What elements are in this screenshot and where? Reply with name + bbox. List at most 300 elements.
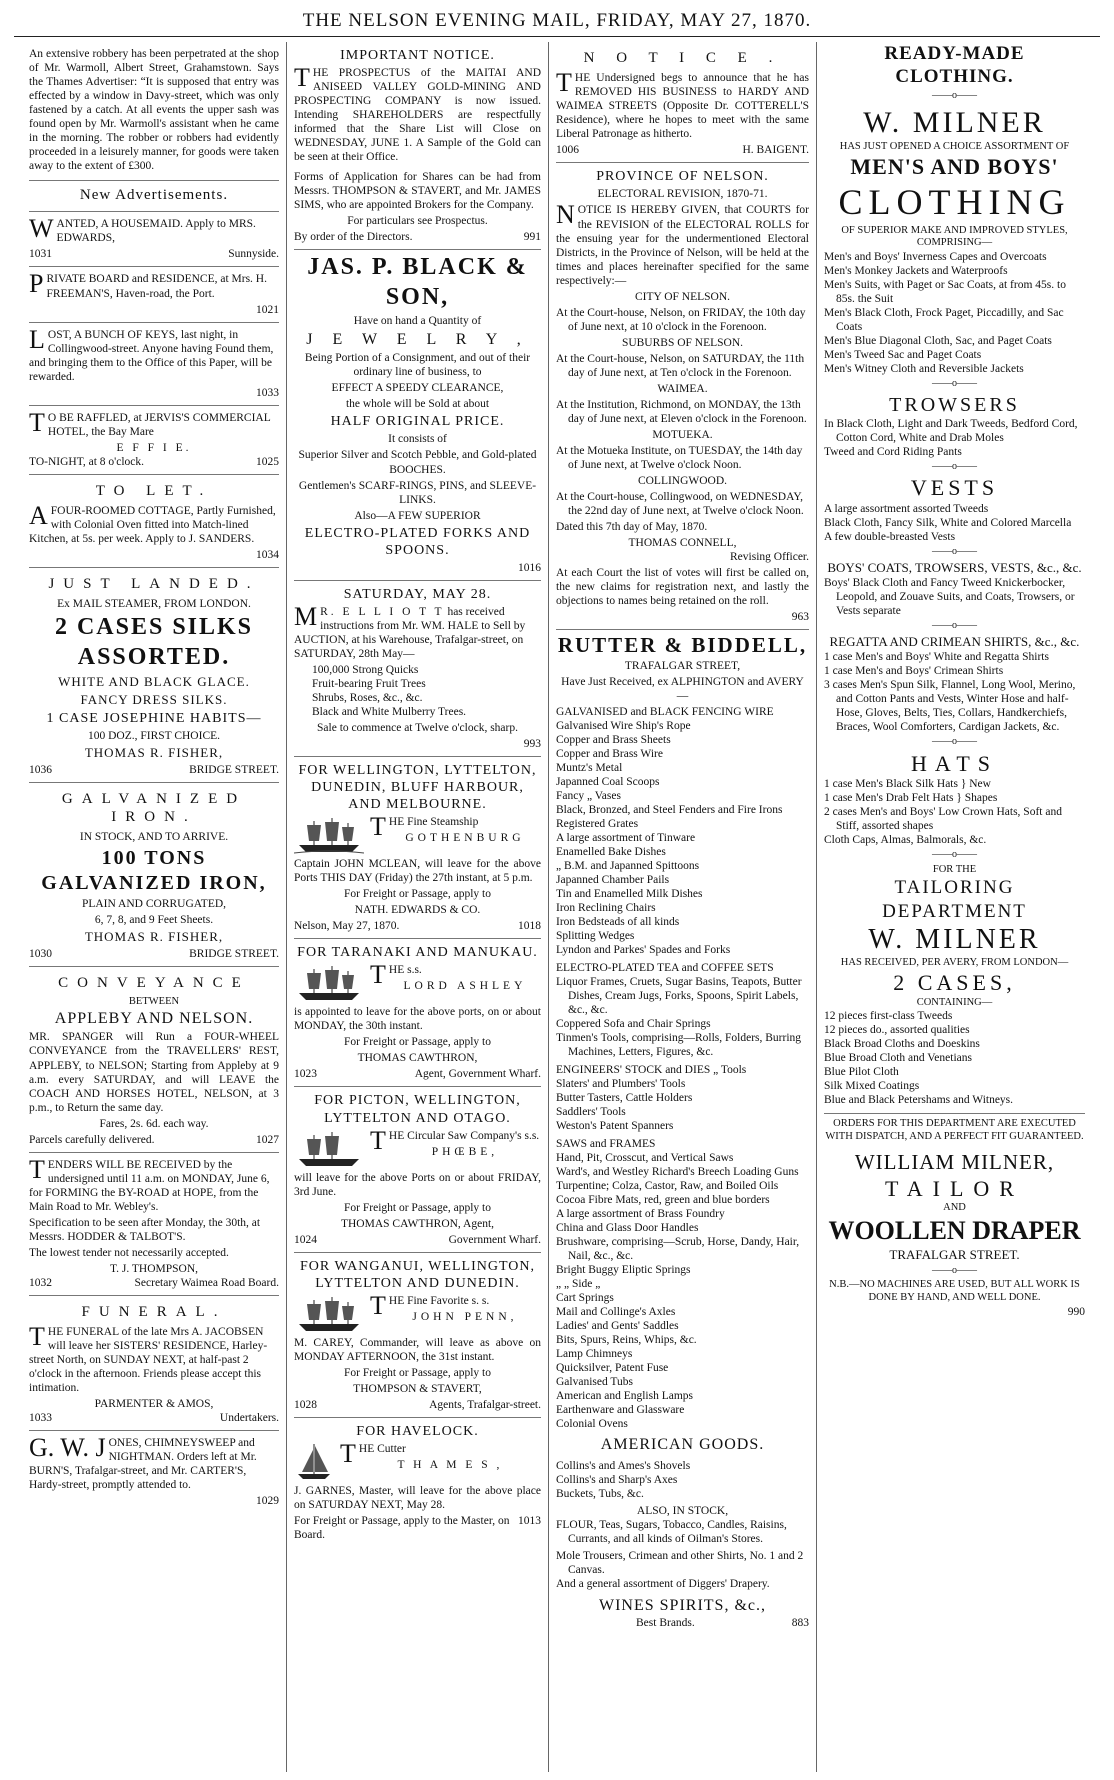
- regatta-heading: REGATTA AND CRIMEAN SHIRTS, &c., &c.: [829, 634, 1080, 650]
- ad-number: 1030: [29, 947, 52, 960]
- list-item: 3 cases Men's Spun Silk, Flannel, Long Wool, Merino, and Cotton Pants and Vests, Winter Hose and half-Hose, Gloves, Belts, Ties, Collars, Handkerchiefs, Braces, Wool Comforters, Cardigan Jackets, &c.: [824, 679, 1076, 734]
- list-item: In Black Cloth, Light and Dark Tweeds, Bedford Cord, Cotton Cord, White and Drab Moles: [824, 417, 1078, 444]
- ad-number: 1028: [294, 1398, 317, 1411]
- ashley-ship: LORD ASHLEY: [403, 980, 527, 993]
- blackson-consists: It consists of: [388, 433, 447, 446]
- ad-number: 1023: [294, 1068, 317, 1081]
- list-item: Bits, Spurs, Reins, Whips, &c.: [556, 1334, 697, 1347]
- blackson-half: HALF ORIGINAL PRICE.: [330, 414, 505, 430]
- thames-freight: For Freight or Passage, apply to the Master, on Board.: [294, 1515, 510, 1542]
- dropcap: L: [29, 324, 45, 354]
- ad-black-son: [294, 250, 541, 580]
- ship-icon: [294, 1294, 364, 1334]
- ad-number: 1034: [256, 549, 279, 562]
- rutter-received: Have Just Received, ex ALPHINGTON and AVERY—: [561, 675, 804, 702]
- auction-heading: SATURDAY, MAY 28.: [343, 586, 492, 602]
- list-item: Cloth Caps, Almas, Balmorals, &c.: [824, 834, 987, 847]
- divider: ——o——: [932, 849, 977, 861]
- list-item: A large assortment assorted Tweeds: [824, 503, 989, 516]
- ad-notice-baigent: [556, 42, 809, 163]
- convey-heading: CONVEYANCE: [58, 974, 250, 991]
- ad-wanted: [29, 212, 279, 267]
- convey-route: APPLEBY AND NELSON.: [54, 1009, 254, 1027]
- sweep-initials: G. W. J: [29, 1433, 106, 1463]
- vests-heading: VESTS: [910, 475, 999, 501]
- list-item: Iron Reclining Chairs: [556, 901, 656, 914]
- ad-number: 990: [1067, 1305, 1085, 1318]
- goth-intro: HE Fine Steamship: [388, 816, 479, 829]
- doz-line: 100 DOZ., FIRST CHOICE.: [87, 729, 221, 742]
- penn-agent: THOMPSON & STAVERT,: [353, 1382, 482, 1395]
- auction-text: has received instructions from Mr. WM. HALE to Sell by AUCTION, at his Warehouse, Trafalgar-street, on SATURDAY, 28th May—: [294, 605, 526, 660]
- blackson-have: Have on hand a Quantity of: [353, 314, 482, 327]
- list-item: Cart Springs: [556, 1292, 614, 1305]
- list-item: Japanned Chamber Pails: [556, 873, 670, 886]
- white-glace: WHITE AND BLACK GLACE.: [58, 673, 250, 689]
- funeral-who: PARMENTER & AMOS,: [94, 1398, 214, 1411]
- column-4: [817, 42, 1092, 1772]
- list-item: Registered Grates: [556, 817, 639, 830]
- ashley-text: is appointed to leave for the above ports, on or about MONDAY, the 30th instant.: [294, 1006, 541, 1033]
- dropcap: N: [556, 200, 575, 230]
- ad-tolet: [29, 475, 279, 568]
- dropcap: A: [29, 500, 48, 530]
- penn-heading: FOR WANGANUI, WELLINGTON, LYTTELTON AND DUNEDIN.: [300, 1258, 535, 1291]
- ad-number: 991: [523, 231, 541, 244]
- dropcap: W: [29, 214, 54, 244]
- list-item: Men's Black Cloth, Frock Paget, Piccadilly, and Sac Coats: [824, 307, 1064, 334]
- list-item: Copper and Brass Wire: [556, 747, 663, 760]
- list-item: Fruit-bearing Fruit Trees: [312, 677, 426, 690]
- ad-number: 1027: [256, 1133, 279, 1146]
- new-ads-heading: New Advertisements.: [79, 187, 229, 204]
- ad-rutter-biddell: [556, 630, 809, 1635]
- thames-heading: FOR HAVELOCK.: [356, 1423, 479, 1439]
- ashley-intro: HE s.s.: [388, 964, 422, 977]
- ad-number: 993: [523, 737, 541, 750]
- ad-gothenburg: [294, 757, 541, 939]
- ad-john-penn: [294, 1253, 541, 1418]
- board-text: RIVATE BOARD and RESIDENCE, at Mrs. H. FREEMAN'S, Haven-road, the Port.: [46, 273, 267, 300]
- notice-text: HE Undersigned begs to announce that he has REMOVED HIS BUSINESS to HARDY AND WAIMEA STREETS (Opposite Dr. COTTERELL'S Residence), where he hopes to meet with the same Liberal Patronage as hitherto.: [556, 72, 809, 141]
- lost-text: OST, A BUNCH OF KEYS, last night, in Collingwood-street. Anyone having Found them, and bringing them to the Office of this Paper, will be rewarded.: [29, 328, 274, 383]
- district-text: At the Motueka Institute, on TUESDAY, the 14th day of June next, at Twelve o'clock Noon.: [556, 444, 803, 471]
- list-item: Collins's and Ames's Shovels: [556, 1459, 691, 1472]
- ad-raffle: [29, 406, 279, 475]
- phoebe-heading: FOR PICTON, WELLINGTON, LYTTELTON AND OTAGO.: [314, 1093, 521, 1126]
- ad-number: 1018: [518, 920, 541, 933]
- list-item: A few double-breasted Vests: [824, 531, 956, 544]
- penn-title: Agents, Trafalgar-street.: [429, 1398, 541, 1411]
- robbery-text: An extensive robbery has been perpetrated at the shop of Mr. Warmoll, Albert Street, Grahamstown. Says the Thames Advertiser: “It is supposed that entry was effected by a window in Davy-street, which was only fastened by a catch. At all events the upper sash was found open by Mr. Warmoll's assistant when he came in the morning. The robber or robbers had evidently proceeded in a leisurely manner, for goods were taken away to the extent of £300.: [29, 48, 279, 173]
- ad-number: 1025: [256, 455, 279, 468]
- ad-phoebe: [294, 1087, 541, 1252]
- goth-text: Captain JOHN MCLEAN, will leave for the above Ports THIS DAY (Friday) the 27th instant, at 5 p.m.: [294, 858, 541, 885]
- ad-number: 1013: [518, 1515, 541, 1528]
- masthead: THE NELSON EVENING MAIL, FRIDAY, MAY 27, 1870.: [14, 10, 1100, 37]
- list-item: Cocoa Fibre Mats, red, green and blue borders: [556, 1194, 770, 1207]
- phoebe-agent: THOMAS CAWTHRON, Agent,: [340, 1217, 495, 1230]
- list-item: Mole Trousers, Crimean and other Shirts, No. 1 and 2 Canvas.: [556, 1549, 804, 1576]
- trowsers-heading: TROWSERS: [889, 393, 1020, 416]
- list-item: Mail and Collinge's Axles: [556, 1306, 676, 1319]
- electoral-districts: [556, 290, 809, 518]
- dropcap: T: [370, 960, 386, 990]
- dropcap: T: [556, 68, 572, 98]
- rutter-list-electro: [556, 961, 809, 1059]
- ad-lord-ashley: [294, 939, 541, 1087]
- notice-forms: Forms of Application for Shares can be had from Messrs. THOMPSON & STAVERT, and Mr. JAMES SIMS, who are appointed Brokers for the Company.: [294, 171, 541, 212]
- ad-thames: [294, 1418, 541, 1547]
- ashley-heading: FOR TARANAKI AND MANUKAU.: [297, 945, 538, 961]
- clothing-heading: CLOTHING: [838, 181, 1071, 222]
- blackson-sold: the whole will be Sold at about: [345, 398, 490, 411]
- list-item: Blue and Black Petershams and Witneys.: [824, 1094, 1014, 1107]
- blackson-jewelry: J E W E L R Y ,: [306, 330, 529, 348]
- ad-board: [29, 267, 279, 322]
- phoebe-intro: HE Circular Saw Company's s.s.: [388, 1129, 540, 1142]
- ad-auction: [294, 581, 541, 757]
- list-item: Butter Tasters, Cattle Holders: [556, 1092, 693, 1104]
- divider: ——o——: [932, 546, 977, 558]
- tolet-heading: TO LET.: [95, 482, 213, 499]
- phoebe-freight: For Freight or Passage, apply to: [344, 1201, 491, 1214]
- list-item: Weston's Patent Spanners: [556, 1120, 674, 1133]
- new-ads-heading-block: [29, 181, 279, 212]
- funeral-heading: FUNERAL.: [81, 1303, 227, 1320]
- convey-parcels: Parcels carefully delivered.: [29, 1133, 155, 1146]
- boys-heading: BOYS' COATS, TROWSERS, VESTS, &c., &c.: [827, 560, 1082, 576]
- milner-name-2: W. MILNER: [868, 923, 1041, 955]
- funeral-text: HE FUNERAL of the late Mrs A. JACOBSEN will leave her SISTERS' RESIDENCE, Harley-street North, on SUNDAY NEXT, at half-past 2 o'clock in the afternoon. Friends please accept this intimation.: [29, 1326, 268, 1395]
- district-name: COLLINGWOOD.: [637, 474, 728, 487]
- hats-heading: HATS: [910, 750, 998, 776]
- district-name: MOTUEKA.: [652, 428, 713, 441]
- list-item: 2 cases Men's and Boys' Low Crown Hats, Soft and Stiff, assorted shapes: [824, 806, 1062, 833]
- list-item: Hand, Pit, Crosscut, and Vertical Saws: [556, 1152, 734, 1165]
- electoral-dated: Dated this 7th day of May, 1870.: [556, 520, 708, 533]
- ship-icon: [294, 815, 364, 855]
- phoebe-text: will leave for the above Ports on or about FRIDAY, 3rd June.: [294, 1171, 541, 1198]
- district-text: At the Court-house, Nelson, on FRIDAY, the 10th day of June next, at 10 o'clock in the Forenoon.: [556, 306, 806, 333]
- list-item: American and English Lamps: [556, 1390, 694, 1403]
- nb-text: N.B.—NO MACHINES ARE USED, BUT ALL WORK IS DONE BY HAND, AND WELL DONE.: [829, 1279, 1080, 1303]
- dropcap: T: [370, 812, 386, 842]
- electoral-title: Revising Officer.: [730, 550, 809, 563]
- superior-make: OF SUPERIOR MAKE AND IMPROVED STYLES, COMPRISING—: [841, 224, 1068, 249]
- dropcap: T: [29, 1154, 45, 1184]
- list-item: And a general assortment of Diggers' Drapery.: [556, 1578, 770, 1591]
- ad-tenders: [29, 1153, 279, 1296]
- vests-list: [824, 502, 1085, 544]
- electoral-sub: ELECTORAL REVISION, 1870-71.: [597, 188, 768, 201]
- list-item: Black, Bronzed, and Steel Fenders and Fire Irons: [556, 803, 783, 816]
- rutter-also: ALSO, IN STOCK,: [636, 1504, 729, 1517]
- fisher-name: THOMAS R. FISHER,: [84, 928, 224, 944]
- ship-icon: [294, 1129, 364, 1169]
- list-item: Men's and Boys' Inverness Capes and Overcoats: [824, 251, 1047, 264]
- list-item: 1 case Men's and Boys' Crimean Shirts: [824, 665, 1004, 678]
- ad-number: 1033: [29, 1412, 52, 1425]
- dropcap: T: [294, 63, 310, 93]
- ad-number: 883: [791, 1616, 809, 1629]
- ad-number: 1006: [556, 144, 579, 157]
- rutter-american: AMERICAN GOODS.: [600, 1436, 765, 1454]
- ad-number: 963: [791, 610, 809, 623]
- ad-place: Sunnyside.: [228, 248, 279, 261]
- silks-line: 2 CASES SILKS ASSORTED.: [54, 614, 254, 670]
- raffle-when: TO-NIGHT, at 8 o'clock.: [29, 455, 145, 468]
- dropcap: T: [29, 1322, 45, 1352]
- list-item: Fancy „ Vases: [556, 789, 621, 802]
- notice-text: HE PROSPECTUS of the MAITAI AND ANISEED VALLEY GOLD-MINING AND PROSPECTING COMPANY is now issued. Intending SHAREHOLDERS are respectfully informed that the Share List will Close on WEDNESDAY, JUNE 1. A Sample of the Gold can be seen at their Office.: [294, 67, 541, 164]
- raffle-name: E F F I E.: [116, 441, 192, 454]
- fisher-addr: BRIDGE STREET.: [189, 763, 279, 776]
- divider: ——o——: [932, 736, 977, 748]
- iron-plain: PLAIN AND CORRUGATED,: [81, 897, 227, 910]
- thames-ship: T H A M E S ,: [397, 1459, 503, 1471]
- list-item: 12 pieces first-class Tweeds: [824, 1010, 953, 1023]
- ashley-title: Agent, Government Wharf.: [414, 1068, 541, 1081]
- list-item: Black Broad Cloths and Doeskins: [824, 1038, 980, 1051]
- ready-made-heading: READY-MADE CLOTHING.: [884, 43, 1025, 88]
- cloth-list: [824, 1009, 1085, 1107]
- blackson-also: Also—A FEW SUPERIOR: [354, 509, 481, 522]
- has-received: HAS RECEIVED, PER AVERY, FROM LONDON—: [840, 956, 1069, 968]
- list-item: Quicksilver, Patent Fuse: [556, 1362, 669, 1375]
- goth-ship: GOTHENBURG: [405, 832, 525, 845]
- list-item: „ „ Side „: [556, 1278, 601, 1291]
- cases-heading: 2 CASES,: [893, 969, 1016, 995]
- convey-between: BETWEEN: [128, 996, 180, 1008]
- list-item: Muntz's Metal: [556, 761, 623, 774]
- clothes-list: [824, 250, 1085, 376]
- rutter-list-drapery: [556, 1549, 809, 1591]
- blackson-effect: EFFECT A SPEEDY CLEARANCE,: [331, 382, 504, 395]
- tailoring-heading: TAILORING DEPARTMENT: [882, 877, 1027, 922]
- dropcap: T: [370, 1290, 386, 1320]
- list-item: China and Glass Door Handles: [556, 1222, 699, 1235]
- tenders-who: T. J. THOMPSON,: [109, 1262, 199, 1275]
- list-item: 1 case Men's Black Silk Hats } New: [824, 778, 991, 791]
- list-item: Colonial Ovens: [556, 1418, 628, 1431]
- landed-heading: JUST LANDED.: [48, 576, 260, 593]
- dropcap: T: [370, 1125, 386, 1155]
- ad-number: 1021: [256, 303, 279, 316]
- list-item: Ward's, and Westley Richard's Breech Loading Guns: [556, 1166, 799, 1179]
- milner-street: TRAFALGAR STREET.: [889, 1246, 1020, 1262]
- funeral-title: Undertakers.: [219, 1412, 279, 1425]
- rutter-list-hardware: [556, 705, 809, 957]
- list-item: Brushware, comprising—Scrub, Horse, Dandy, Hair, Nail, &c., &c.: [556, 1236, 800, 1263]
- list-item: Tin and Enamelled Milk Dishes: [556, 887, 703, 900]
- ad-conveyance: [29, 967, 279, 1153]
- thames-text: J. GARNES, Master, will leave for the above place on SATURDAY NEXT, May 28.: [294, 1484, 541, 1511]
- list-item: Boys' Black Cloth and Fancy Tweed Knickerbocker, Leopold, and Zouave Suits, and Coats, Trowsers, or Vests separate: [824, 577, 1075, 618]
- list-item: Ladies' and Gents' Saddles: [556, 1320, 679, 1333]
- goth-heading: FOR WELLINGTON, LYTTELTON, DUNEDIN, BLUFF HARBOUR, AND MELBOURNE.: [298, 762, 537, 813]
- ad-number: 1036: [29, 763, 52, 776]
- auction-sale: Sale to commence at Twelve o'clock, sharp.: [317, 721, 518, 734]
- list-item: FLOUR, Teas, Sugars, Tobacco, Candles, Raisins, Currants, and all kinds of Oilman's Stores.: [556, 1518, 787, 1545]
- list-item: A large assortment of Brass Foundry: [556, 1208, 725, 1221]
- list-item: Coppered Sofa and Chair Springs: [556, 1017, 711, 1030]
- woollen-draper: WOOLLEN DRAPER: [828, 1216, 1081, 1246]
- ad-galvanized-iron: [29, 783, 279, 967]
- auctioneer-name: R. E L L I O T T: [320, 605, 445, 618]
- tolet-text: FOUR-ROOMED COTTAGE, Partly Furnished, with Colonial Oven fitted into Match-lined Kitchen, at 5s. per week. Apply to J. SANDERS.: [29, 504, 276, 545]
- blackson-forks: ELECTRO-PLATED FORKS AND SPOONS.: [304, 525, 531, 558]
- list-item: Lyndon and Parkes' Spades and Forks: [556, 943, 731, 956]
- rutter-wines: WINES SPIRITS, &c.,: [599, 1597, 766, 1615]
- list-item: Liquor Frames, Cruets, Sugar Basins, Teapots, Butter Dishes, Cream Jugs, Forks, Spoons, Spirit Labels, &c., &c.: [556, 975, 802, 1016]
- list-item: 100,000 Strong Quicks: [312, 663, 419, 676]
- list-item: Enamelled Bake Dishes: [556, 845, 666, 858]
- list-item: Saddlers' Tools: [556, 1106, 626, 1119]
- ad-number: 1032: [29, 1276, 52, 1289]
- milner-opened: HAS JUST OPENED A CHOICE ASSORTMENT OF: [839, 141, 1070, 153]
- list-item: Blue Broad Cloth and Venetians: [824, 1052, 972, 1065]
- list-item: Blue Pilot Cloth: [824, 1066, 899, 1079]
- list-item: Black Cloth, Fancy Silk, White and Colored Marcella: [824, 517, 1072, 530]
- notice-who: H. BAIGENT.: [742, 144, 809, 157]
- list-item: Japanned Coal Scoops: [556, 775, 660, 788]
- list-item: ENGINEERS' STOCK and DIES „ Tools: [556, 1063, 747, 1076]
- milner-name: W. MILNER: [863, 105, 1046, 139]
- list-item: Shrubs, Roses, &c., &c.: [312, 691, 423, 704]
- and-word: AND: [943, 1202, 966, 1214]
- column-1: [22, 42, 287, 1772]
- column-3: [549, 42, 817, 1772]
- containing: CONTAINING—: [916, 996, 993, 1008]
- divider: ——o——: [932, 1264, 977, 1276]
- ad-number: 1029: [256, 1495, 279, 1508]
- convey-fares: Fares, 2s. 6d. each way.: [99, 1117, 209, 1130]
- ad-number: 1033: [256, 386, 279, 399]
- list-item: GALVANISED and BLACK FENCING WIRE: [556, 705, 774, 718]
- electoral-foot: At each Court the list of votes will first be called on, the new claims for registration next, and lastly the objections to names being retained on the roll.: [556, 566, 809, 607]
- dropcap: P: [29, 269, 44, 299]
- tenders-lowest: The lowest tender not necessarily accepted.: [29, 1246, 229, 1259]
- list-item: Copper and Brass Sheets: [556, 733, 671, 746]
- ship-icon: [294, 963, 364, 1003]
- list-item: Iron Bedsteads of all kinds: [556, 915, 680, 928]
- thames-intro: HE Cutter: [358, 1442, 406, 1455]
- ad-just-landed: [29, 568, 279, 783]
- dropcap: M: [294, 601, 318, 631]
- list-item: Bright Buggy Eliptic Springs: [556, 1264, 691, 1277]
- penn-intro: HE Fine Favorite s. s.: [388, 1294, 490, 1307]
- iron-stock: IN STOCK, AND TO ARRIVE.: [79, 831, 229, 844]
- orders-text: ORDERS FOR THIS DEPARTMENT ARE EXECUTED WITH DISPATCH, AND A PERFECT FIT GUARANTEED.: [824, 1113, 1085, 1144]
- district-name: SUBURBS OF NELSON.: [621, 336, 744, 349]
- list-item: Black and White Mulberry Trees.: [312, 705, 467, 718]
- list-item: ELECTRO-PLATED TEA and COFFEE SETS: [556, 961, 774, 974]
- list-item: Buckets, Tubs, &c.: [556, 1487, 644, 1500]
- tailor-heading: TAILOR: [885, 1175, 1024, 1201]
- cutter-icon: [294, 1442, 334, 1482]
- convey-text: MR. SPANGER will Run a FOUR-WHEEL CONVEYANCE from the TRAVELLERS' REST, APPLEBY, to NELSON; Starting from Appleby at 9 a.m. every SATURDAY, and will LEAVE the COACH AND HORSES HOTEL, NELSON, at 3 p.m., to Return the same day.: [29, 1031, 279, 1114]
- blackson-gents: Gentlemen's SCARF-RINGS, PINS, and SLEEVE-LINKS.: [298, 479, 537, 506]
- phoebe-ship: PHŒBE,: [431, 1145, 499, 1158]
- ad-electoral: [556, 163, 809, 630]
- list-item: Earthenware and Glassware: [556, 1404, 685, 1417]
- goth-date: Nelson, May 27, 1870.: [294, 920, 400, 933]
- list-item: Silk Mixed Coatings: [824, 1080, 920, 1093]
- mens-boys: MEN'S AND BOYS': [850, 153, 1059, 179]
- ashley-agent: THOMAS CAWTHRON,: [357, 1052, 478, 1065]
- rutter-list-stock: [556, 1518, 809, 1546]
- rutter-heading: RUTTER & BIDDELL,: [557, 632, 808, 657]
- list-item: 1 case Men's and Boys' White and Regatta Shirts: [824, 651, 1049, 664]
- blackson-being: Being Portion of a Consignment, and out of their ordinary line of business, to: [304, 352, 531, 379]
- rutter-list-american: [556, 1459, 809, 1501]
- penn-ship: JOHN PENN,: [412, 1310, 518, 1323]
- robbery-article: [29, 42, 279, 181]
- list-item: Turpentine; Colza, Castor, Raw, and Boiled Oils: [556, 1180, 779, 1193]
- list-item: Galvanised Tubs: [556, 1376, 633, 1389]
- notice-prospectus: For particulars see Prospectus.: [347, 215, 488, 228]
- rutter-best: Best Brands.: [636, 1616, 695, 1629]
- list-item: 1 case Men's Drab Felt Hats } Shapes: [824, 792, 998, 805]
- list-item: Men's Witney Cloth and Reversible Jackets: [824, 363, 1024, 376]
- ad-number: 1016: [518, 561, 541, 574]
- raffle-text: O BE RAFFLED, at JERVIS'S COMMERCIAL HOTEL, the Bay Mare: [47, 411, 271, 438]
- ashley-freight: For Freight or Passage, apply to: [344, 1036, 491, 1049]
- district-text: At the Court-house, Collingwood, on WEDNESDAY, the 22nd day of June next, at Twelve o'clock Noon.: [556, 490, 804, 517]
- list-item: A large assortment of Tinware: [556, 831, 696, 844]
- district-name: CITY OF NELSON.: [634, 290, 731, 303]
- william-milner: WILLIAM MILNER,: [854, 1150, 1055, 1175]
- auction-items: [294, 663, 541, 719]
- ad-funeral: [29, 1296, 279, 1431]
- fancy-silks: FANCY DRESS SILKS.: [80, 691, 228, 707]
- fisher-addr: BRIDGE STREET.: [189, 947, 279, 960]
- notice-heading: N O T I C E .: [583, 50, 782, 66]
- list-item: Tweed and Cord Riding Pants: [824, 446, 962, 458]
- goth-agent: NATH. EDWARDS & CO.: [354, 904, 481, 917]
- tenders-text: ENDERS WILL BE RECEIVED by the undersigned until 11 a.m. on MONDAY, June 6, for FORMING the BY-ROAD at HOPE, from the Main Road to Mr. Webley's.: [29, 1158, 270, 1213]
- columns: [22, 42, 1092, 1772]
- fisher-name: THOMAS R. FISHER,: [84, 744, 224, 760]
- ad-lost: [29, 323, 279, 406]
- list-item: Splitting Wedges: [556, 929, 635, 942]
- list-item: Lamp Chimneys: [556, 1348, 633, 1361]
- list-item: Collins's and Sharp's Axes: [556, 1473, 678, 1486]
- ad-sweep: [29, 1431, 279, 1513]
- shirts-list: [824, 650, 1085, 734]
- trowsers-list: [824, 417, 1085, 459]
- list-item: 12 pieces do., assorted qualities: [824, 1024, 970, 1037]
- notice-order: By order of the Directors.: [294, 231, 413, 244]
- divider: ——o——: [932, 378, 977, 390]
- rutter-list-saws: [556, 1137, 809, 1431]
- landed-sub: Ex MAIL STEAMER, FROM LONDON.: [57, 598, 251, 611]
- hats-list: [824, 777, 1085, 847]
- electoral-who: THOMAS CONNELL,: [628, 536, 737, 549]
- sweep-text: ONES, CHIMNEYSWEEP and NIGHTMAN. Orders left at Mr. BURN'S, Trafalgar-street, and Mr. CARTER'S, Hardy-street, promptly attended to.: [29, 1437, 257, 1492]
- list-item: SAWS and FRAMES: [556, 1138, 656, 1151]
- column-2: [287, 42, 549, 1772]
- notice-heading: IMPORTANT NOTICE.: [340, 48, 495, 63]
- list-item: Men's Monkey Jackets and Waterproofs: [824, 265, 1008, 278]
- rutter-street: TRAFALGAR STREET,: [624, 659, 741, 672]
- habits-line: 1 CASE JOSEPHINE HABITS—: [46, 710, 262, 726]
- blackson-heading: JAS. P. BLACK & SON,: [307, 254, 528, 310]
- iron-sizes: 6, 7, 8, and 9 Feet Sheets.: [94, 913, 214, 926]
- blackson-superior: Superior Silver and Scotch Pebble, and Gold-plated BOOCHES.: [298, 449, 537, 476]
- electoral-text: OTICE IS HEREBY GIVEN, that COURTS for the REVISION of the ELECTORAL ROLLS for the ensuing year for the undermentioned Electoral Districts, in the Province of Nelson, will be held at the times and places hereinafter specified for the same respectively:—: [556, 204, 809, 287]
